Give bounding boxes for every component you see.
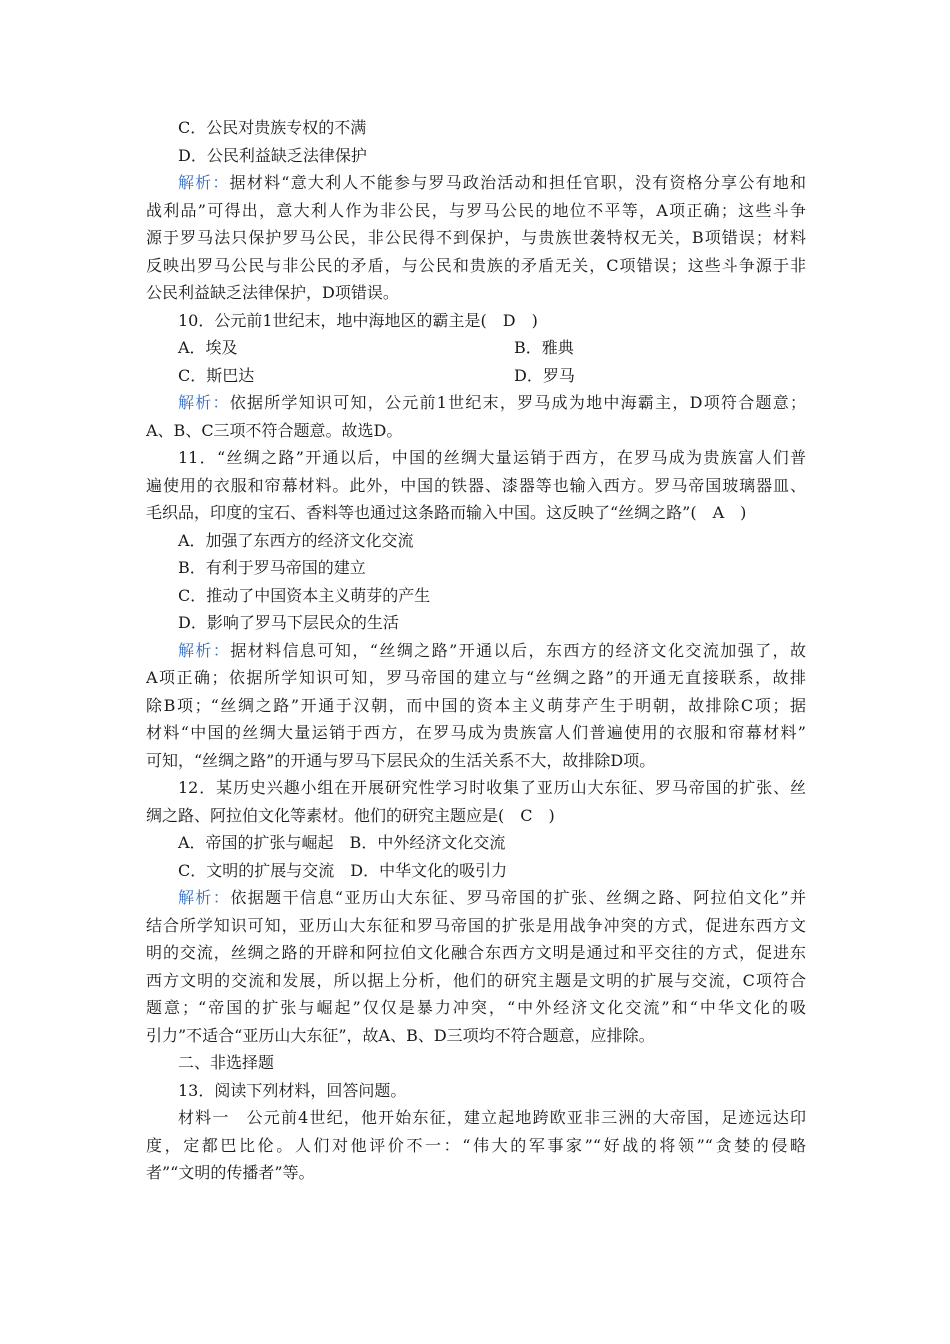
q12-options-cd: C．文明的扩展与交流 D．中华文化的吸引力 (178, 860, 508, 880)
q10-option-a: A．埃及 (178, 338, 238, 357)
q9-option-c: C．公民对贵族专权的不满 (178, 118, 367, 137)
q11-option-d: D．影响了罗马下层民众的生活 (178, 613, 399, 632)
q11-explanation-line: 除B项；“丝绸之路”开通于汉朝，而中国的资本主义萌芽产生于明朝，故排除C项；据 (146, 695, 806, 715)
q11-option-a: A．加强了东西方的经济文化交流 (178, 530, 414, 550)
q10-option-c: C．斯巴达 (178, 365, 255, 385)
explanation-label: 解析： (178, 173, 230, 192)
q13-material-line: 度，定都巴比伦。人们对他评价不一：“伟大的军事家”“好战的将领”“贪婪的侵略 (146, 1135, 806, 1155)
q9-explanation-line: 公民利益缺乏法律保护，D项错误。 (146, 283, 399, 302)
q11-stem-line: 11．“丝绸之路”开通以后，中国的丝绸大量运销于西方，在罗马成为贵族富人们普 (178, 448, 806, 467)
q12-options-ab: A．帝国的扩张与崛起 B．中外经济文化交流 (178, 833, 506, 852)
q12-explanation-line: 解析：依据题干信息“亚历山大东征、罗马帝国的扩张、丝绸之路、阿拉伯文化”并 (178, 888, 806, 907)
document-content (146, 114, 806, 1187)
q10-explanation-line: 解析：依据所学知识可知，公元前1世纪末，罗马成为地中海霸主，D项符合题意； (178, 393, 806, 412)
q9-explanation-line: 解析：据材料“意大利人不能参与罗马政治活动和担任官职，没有资格分享公有地和 (178, 173, 806, 192)
q13-stem: 13．阅读下列材料，回答问题。 (178, 1080, 407, 1100)
explanation-label: 解析： (178, 640, 231, 660)
q10-options-row (146, 334, 806, 362)
q13-material-line: 者”“文明的传播者”等。 (146, 1163, 315, 1182)
q11-option-b: B．有利于罗马帝国的建立 (178, 558, 366, 577)
q10-stem: 10．公元前1世纪末，地中海地区的霸主是( D ) (178, 310, 538, 330)
q12-explanation-line: 明的交流，丝绸之路的开辟和阿拉伯文化融合东西方文明是通过和平交往的方式，促进东 (146, 943, 806, 962)
q12-explanation-line: 题意；“帝国的扩张与崛起”仅仅是暴力冲突，“中外经济文化交流”和“中华文化的吸 (146, 998, 806, 1017)
q13-material-line: 材料一 公元前4世纪，他开始东征，建立起地跨欧亚非三洲的大帝国，足迹远达印 (178, 1108, 806, 1127)
explanation-label: 解析： (178, 888, 231, 907)
q11-stem-line: 毛织品，印度的宝石、香料等也通过这条路而输入中国。这反映了“丝绸之路”( A ) (146, 503, 747, 522)
q11-explanation-line: A项正确；依据所学知识可知，罗马帝国的建立与“丝绸之路”的开通无直接联系，故排 (146, 668, 806, 687)
q9-explanation-line: 反映出罗马公民与非公民的矛盾，与公民和贵族的矛盾无关，C项错误；这些斗争源于非 (146, 255, 806, 275)
q12-explanation-line: 西方文明的交流和发展，所以据上分析，他们的研究主题是文明的扩展与交流，C项符合 (146, 970, 806, 990)
q9-explanation-line: 战利品”可得出，意大利人作为非公民，与罗马公民的地位不平等，A项正确；这些斗争 (146, 200, 806, 220)
q12-explanation-line: 引力”不适合“亚历山大东征”，故A、B、D三项均不符合题意，应排除。 (146, 1025, 655, 1045)
section-heading: 二、非选择题 (178, 1053, 275, 1072)
q10-option-b: B．雅典 (514, 338, 574, 357)
q12-stem-line: 绸之路、阿拉伯文化等素材。他们的研究主题应是( C ) (146, 805, 555, 825)
q11-explanation-line: 可知，“丝绸之路”的开通与罗马下层民众的生活关系不大，故排除D项。 (146, 750, 656, 770)
q12-explanation-line: 结合所学知识可知，亚历山大东征和罗马帝国的扩张是用战争冲突的方式，促进东西方文 (146, 915, 806, 935)
q9-explanation-line: 源于罗马法只保护罗马公民，非公民得不到保护，与贵族世袭特权无关，B项错误；材料 (146, 228, 806, 247)
explanation-label: 解析： (178, 393, 230, 412)
q9-option-d: D．公民利益缺乏法律保护 (178, 145, 367, 165)
q10-explanation-line: A、B、C三项不符合题意。故选D。 (146, 420, 403, 440)
q10-option-d: D．罗马 (514, 365, 575, 385)
q12-stem-line: 12．某历史兴趣小组在开展研究性学习时收集了亚历山大东征、罗马帝国的扩张、丝 (178, 778, 806, 797)
q10-options-row (146, 362, 806, 390)
q11-stem-line: 遍使用的衣服和帘幕材料。此外，中国的铁器、漆器等也输入西方。罗马帝国玻璃器皿、 (146, 475, 806, 495)
q11-explanation-line: 解析：据材料信息可知，“丝绸之路”开通以后，东西方的经济文化交流加强了，故 (178, 640, 806, 660)
q11-explanation-line: 材料“中国的丝绸大量运销于西方，在罗马成为贵族富人们普遍使用的衣服和帘幕材料” (146, 723, 806, 742)
q11-option-c: C．推动了中国资本主义萌芽的产生 (178, 585, 431, 605)
